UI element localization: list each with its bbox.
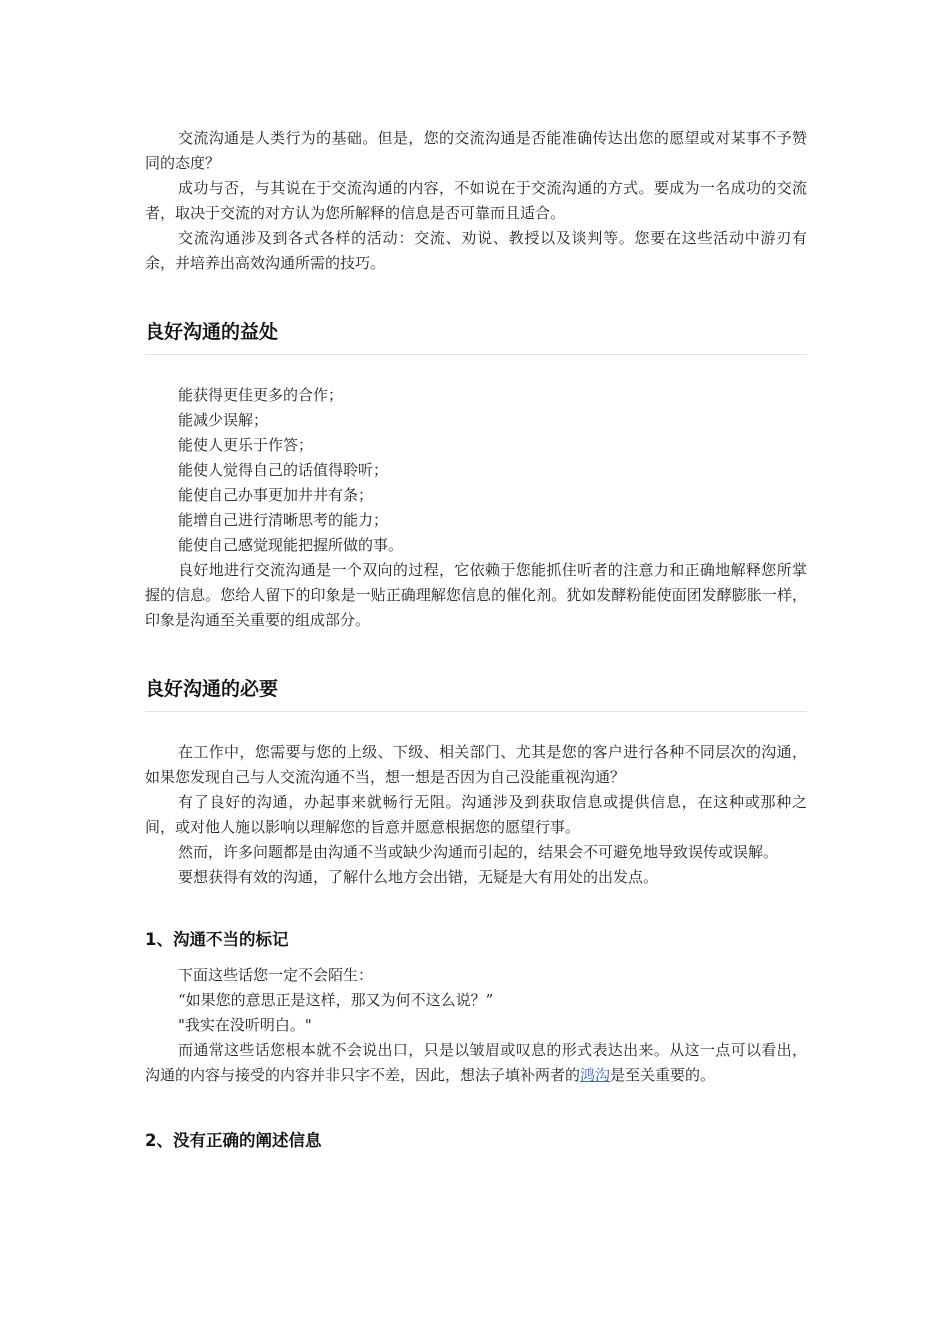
list-item: 能使人更乐于作答； <box>178 436 314 454</box>
necessity-paragraph-4: 要想获得有效的沟通，了解什么地方会出错，无疑是大有用处的出发点。 <box>178 868 659 886</box>
benefits-list <box>145 383 807 558</box>
list-item: 能减少误解； <box>178 411 269 429</box>
document-page <box>145 126 807 1154</box>
necessity-heading: 良好沟通的必要 <box>145 675 807 712</box>
list-item: 能使自己办事更加井井有条； <box>178 486 374 504</box>
list-item: 能使人觉得自己的话值得聆听； <box>178 461 389 479</box>
section1-line-1: 下面这些话您一定不会陌生： <box>178 966 374 984</box>
section1-paragraph <box>145 1038 807 1088</box>
section1-heading: 1、沟通不当的标记 <box>145 930 289 949</box>
necessity-paragraph-1: 在工作中，您需要与您的上级、下级、相关部门、尤其是您的客户进行各种不同层次的沟通，如果您发现自己与人交流沟通不当，想一想是否因为自己没能重视沟通？ <box>145 743 807 786</box>
intro-paragraph-2: 成功与否，与其说在于交流沟通的内容，不如说在于交流沟通的方式。要成为一名成功的交流者，取决于交流的对方认为您所解释的信息是否可靠而且适合。 <box>145 179 807 222</box>
intro-paragraph-3: 交流沟通涉及到各式各样的活动：交流、劝说、教授以及谈判等。您要在这些活动中游刃有余，并培养出高效沟通所需的技巧。 <box>145 229 807 272</box>
section1-line-2: “如果您的意思正是这样，那又为何不这么说？” <box>178 991 494 1009</box>
list-item: 能增自己进行清晰思考的能力； <box>178 511 389 529</box>
section2-heading: 2、没有正确的阐述信息 <box>145 1131 322 1150</box>
intro-paragraph-1: 交流沟通是人类行为的基础。但是，您的交流沟通是否能准确传达出您的愿望或对某事不予赞同的态度？ <box>145 129 807 172</box>
gap-link[interactable]: 鸿沟 <box>580 1066 611 1084</box>
benefits-heading: 良好沟通的益处 <box>145 318 807 355</box>
necessity-paragraph-3: 然而，许多问题都是由沟通不当或缺少沟通而引起的，结果会不可避免地导致误传或误解。 <box>178 843 779 861</box>
benefits-paragraph: 良好地进行交流沟通是一个双向的过程，它依赖于您能抓住听者的注意力和正确地解释您所掌握的信息。您给人留下的印象是一贴正确理解您信息的催化剂。犹如发酵粉能使面团发酵膨胀一样，印象是沟通至关重要的组成部分。 <box>145 561 807 629</box>
list-item: 能使自己感觉现能把握所做的事。 <box>178 536 404 554</box>
section1-line-3: "我实在没听明白。" <box>178 1016 312 1034</box>
section1-text-before-link: 而通常这些话您根本就不会说出口，只是以皱眉或叹息的形式表达出来。从这一点可以看出，沟通的内容与接受的内容并非只字不差，因此，想法子填补两者的 <box>145 1041 807 1084</box>
necessity-paragraph-2: 有了良好的沟通，办起事来就畅行无阻。沟通涉及到获取信息或提供信息，在这种或那种之间，或对他人施以影响以理解您的旨意并愿意根据您的愿望行事。 <box>145 793 807 836</box>
list-item: 能获得更佳更多的合作； <box>178 386 344 404</box>
section1-text-after-link: 是至关重要的。 <box>610 1066 716 1084</box>
